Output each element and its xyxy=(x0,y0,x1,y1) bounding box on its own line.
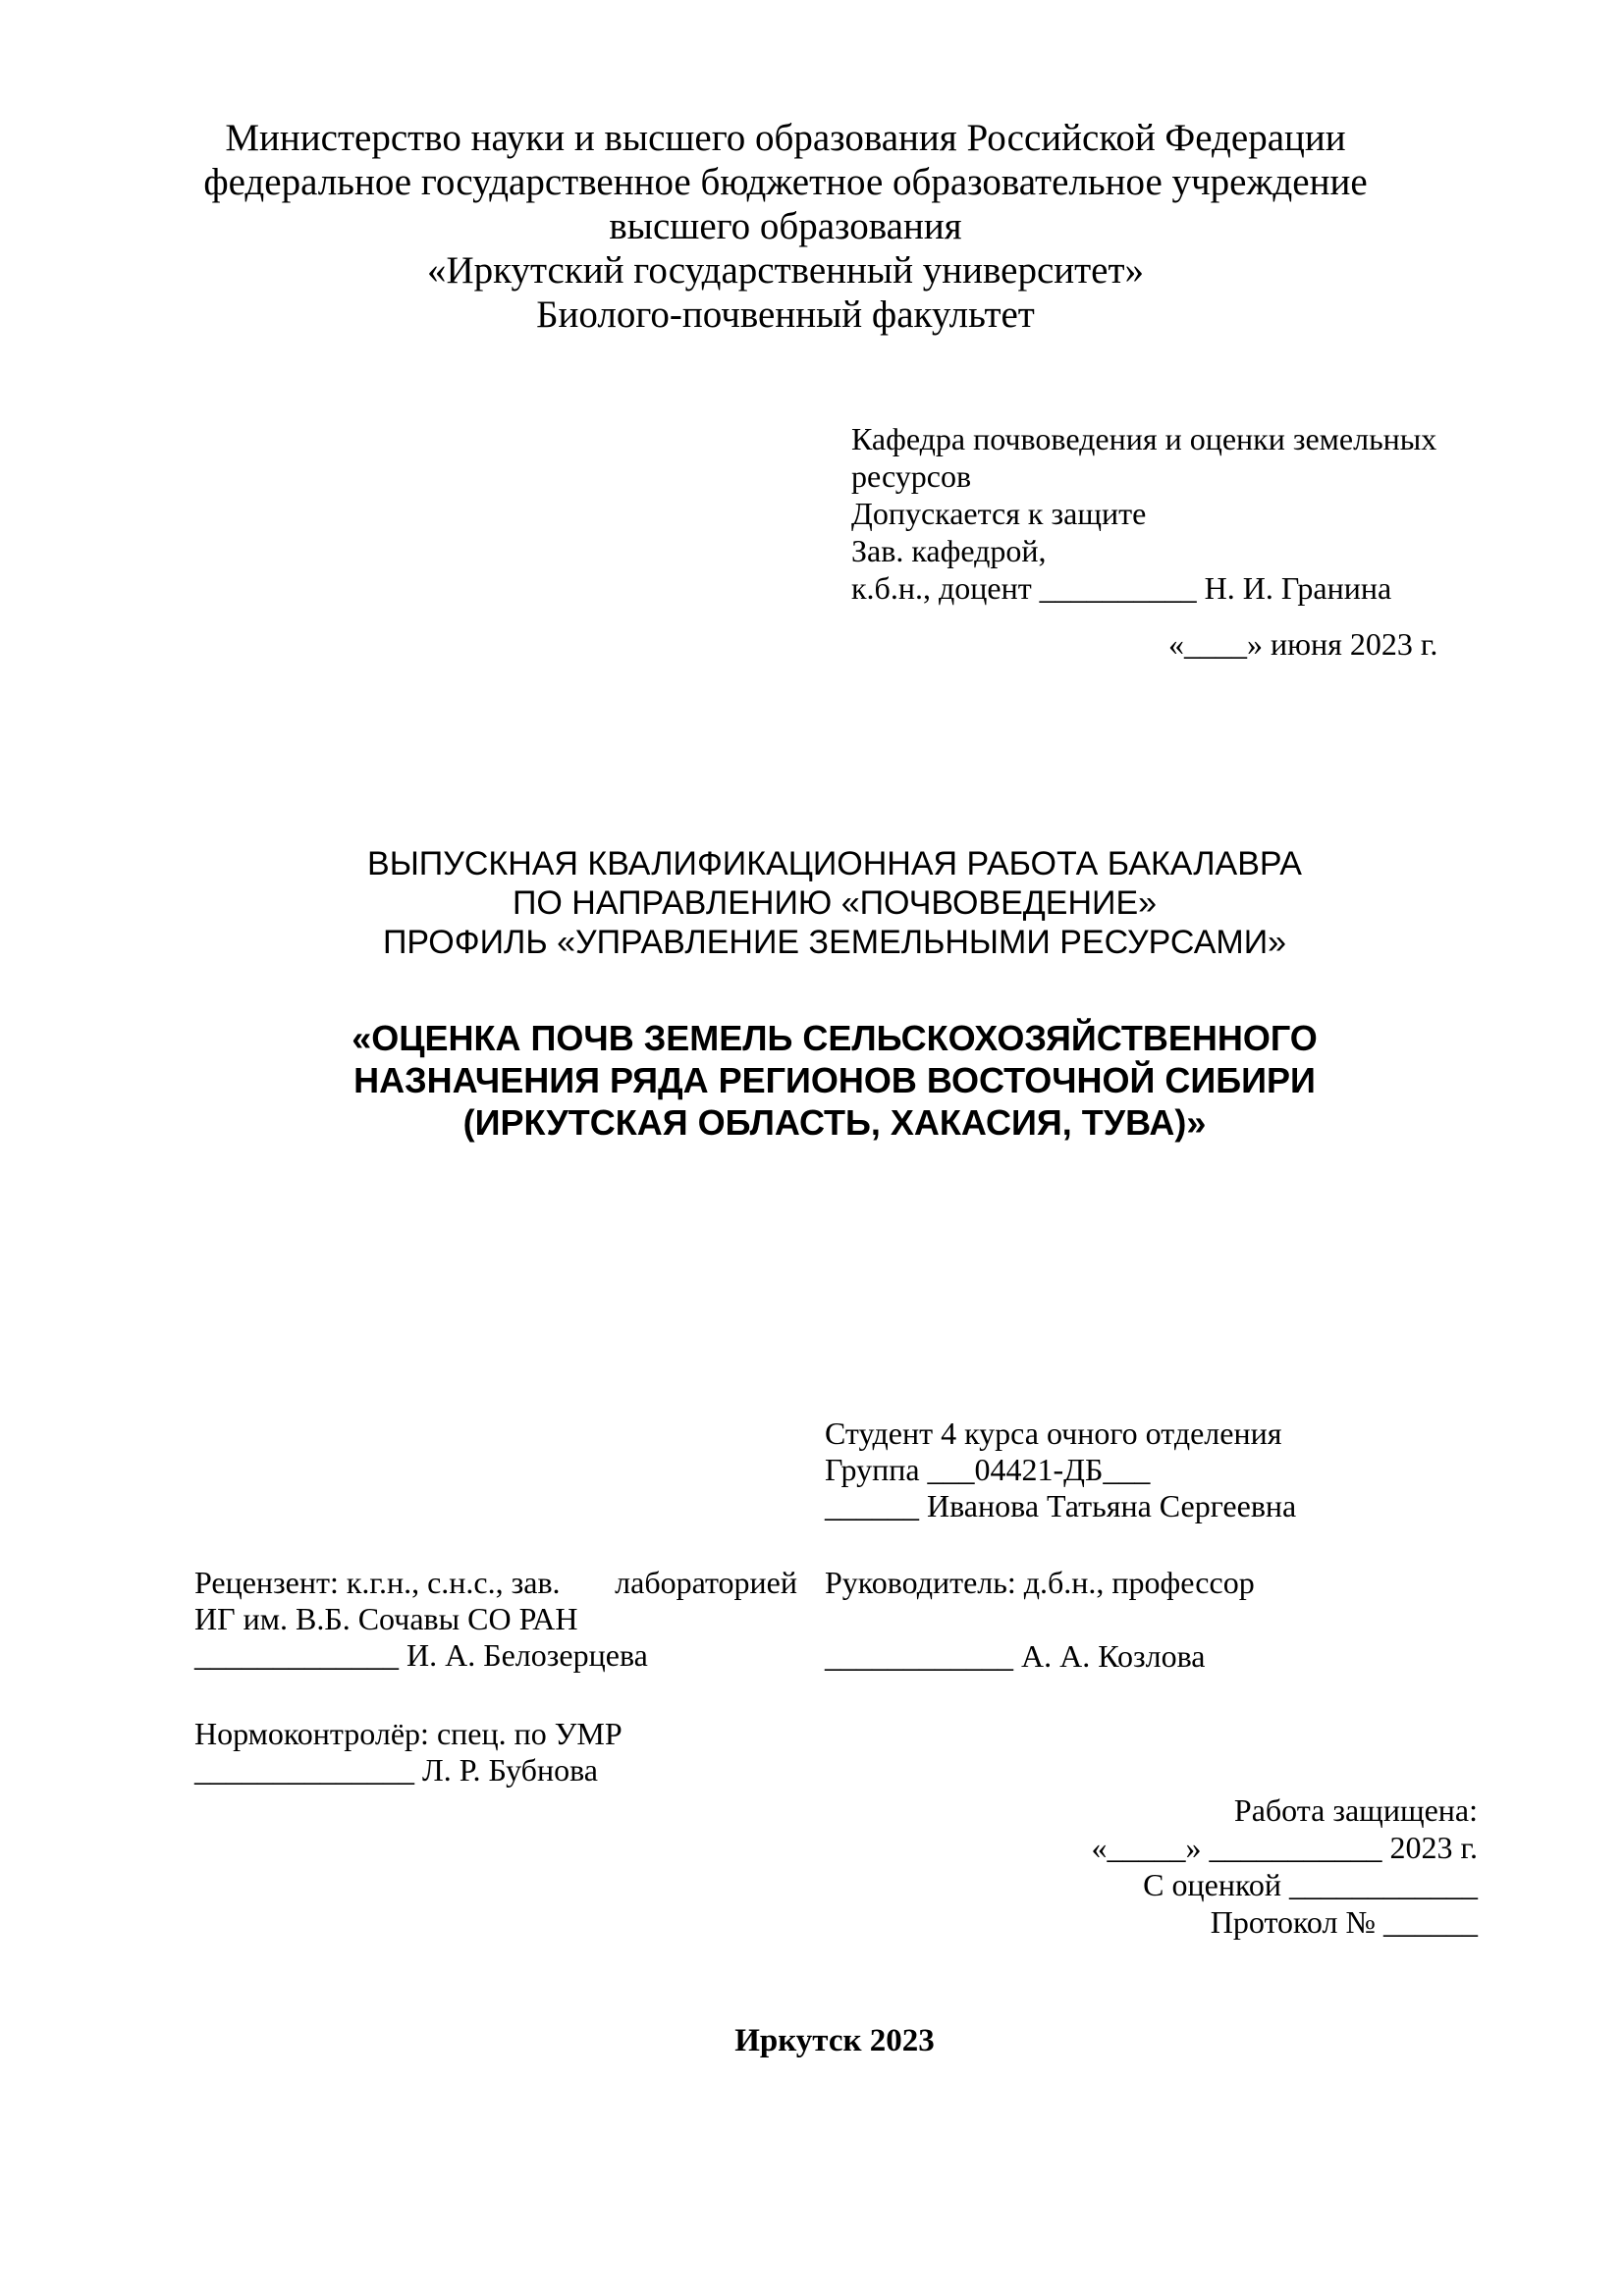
normocontroller-block xyxy=(194,1716,823,1789)
thesis-title-line-3: (ИРКУТСКАЯ ОБЛАСТЬ, ХАКАСИЯ, ТУВА)» xyxy=(462,1102,1207,1143)
student-name: ______ Иванова Татьяна Сергеевна xyxy=(825,1488,1297,1523)
head-of-department-title: Зав. кафедрой, xyxy=(851,533,1047,568)
approval-date: «____» июня 2023 г. xyxy=(1168,626,1438,662)
institution-header xyxy=(147,116,1424,337)
student-course: Студент 4 курса очного отделения xyxy=(825,1415,1282,1451)
department-line-2: ресурсов xyxy=(851,458,972,494)
ministry-line: Министерство науки и высшего образования Российской Федерации xyxy=(225,117,1346,159)
institution-type-line: федеральное государственное бюджетное образовательное учреждение xyxy=(203,161,1368,203)
reviewer-label-left: Рецензент: к.г.н., с.н.с., зав. xyxy=(194,1565,561,1600)
department-line-1: Кафедра почвоведения и оценки земельных xyxy=(851,421,1437,456)
defense-block xyxy=(982,1791,1478,1941)
work-type-line-2: ПО НАПРАВЛЕНИЮ «ПОЧВОВЕДЕНИЕ» xyxy=(512,884,1158,922)
reviewer-signature: _____________ И. А. Белозерцева xyxy=(194,1637,648,1673)
defense-grade: С оценкой ____________ xyxy=(1143,1867,1478,1902)
university-name: «Иркутский государственный университет» xyxy=(426,249,1145,292)
defense-protocol: Протокол № ______ xyxy=(1210,1904,1478,1940)
work-type-line-3: ПРОФИЛЬ «УПРАВЛЕНИЕ ЗЕМЕЛЬНЫМИ РЕСУРСАМИ» xyxy=(382,924,1287,961)
reviewer-label-right: лабораторией xyxy=(615,1565,797,1600)
normocontroller-label: Нормоконтролёр: спец. по УМР xyxy=(194,1716,623,1751)
faculty-name: Биолого-почвенный факультет xyxy=(536,294,1035,336)
reviewer-block xyxy=(194,1565,823,1674)
thesis-title-line-2: НАЗНАЧЕНИЯ РЯДА РЕГИОНОВ ВОСТОЧНОЙ СИБИРИ xyxy=(353,1060,1316,1100)
supervisor-spacer xyxy=(825,1601,1453,1638)
head-of-department-signature: к.б.н., доцент __________ Н. И. Гранина xyxy=(851,570,1392,606)
work-type-line-1: ВЫПУСКНАЯ КВАЛИФИКАЦИОННАЯ РАБОТА БАКАЛАВРА xyxy=(367,845,1302,882)
admitted-to-defense: Допускается к защите xyxy=(851,496,1147,531)
reviewer-organization: ИГ им. В.Б. Сочавы СО РАН xyxy=(194,1601,578,1636)
city-year: Иркутск 2023 xyxy=(734,2023,935,2058)
defense-date: «_____» ___________ 2023 г. xyxy=(1091,1830,1478,1865)
supervisor-block xyxy=(825,1565,1453,1675)
student-group: Группа ___04421-ДБ___ xyxy=(825,1452,1151,1487)
reviewer-label xyxy=(194,1565,797,1601)
work-type-block xyxy=(147,844,1522,962)
thesis-title xyxy=(147,1017,1522,1144)
thesis-title-line-1: «ОЦЕНКА ПОЧВ ЗЕМЕЛЬ СЕЛЬСКОХОЗЯЙСТВЕННОГО xyxy=(352,1018,1318,1058)
normocontroller-signature: ______________ Л. Р. Бубнова xyxy=(194,1752,598,1788)
work-protected-label: Работа защищена: xyxy=(1233,1792,1478,1828)
supervisor-label: Руководитель: д.б.н., профессор xyxy=(825,1565,1255,1600)
education-level-line: высшего образования xyxy=(609,205,962,247)
supervisor-signature: ____________ А. А. Козлова xyxy=(825,1638,1206,1674)
department-approval-block xyxy=(851,420,1480,607)
student-block xyxy=(825,1415,1453,1524)
